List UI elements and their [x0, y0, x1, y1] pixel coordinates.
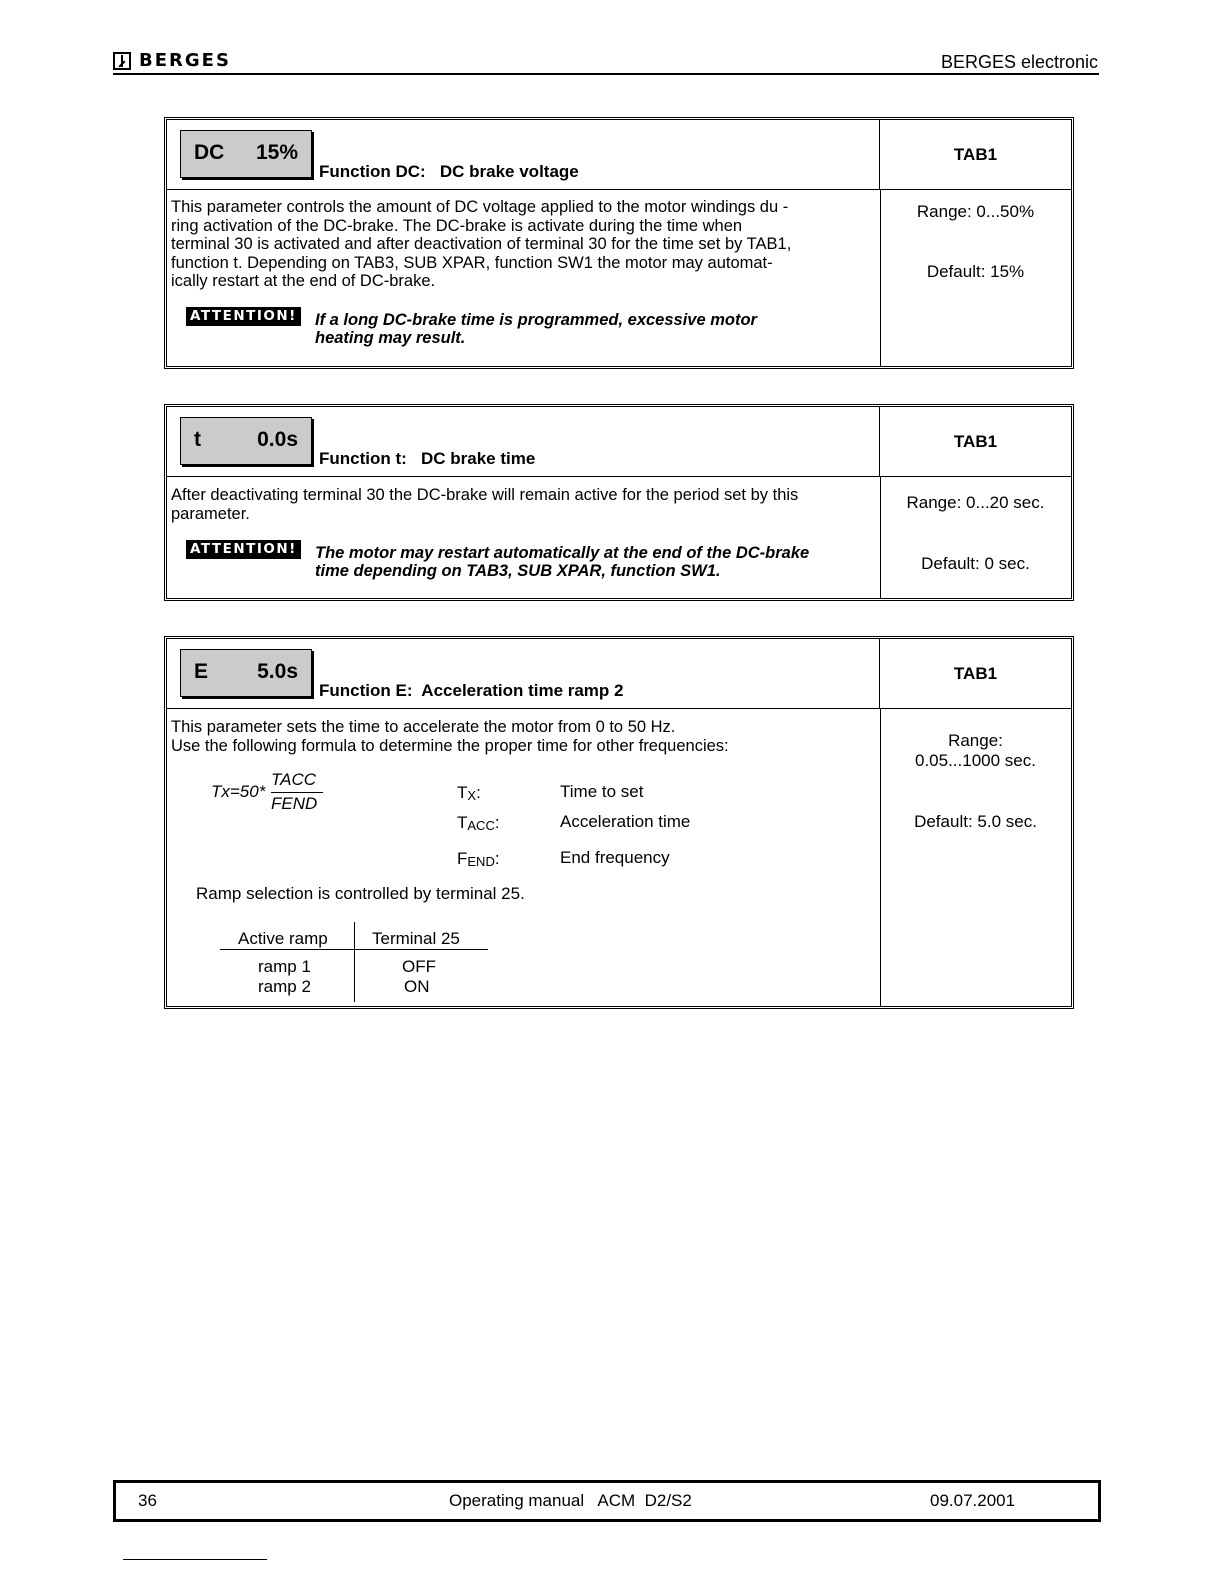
- display-code: t: [194, 428, 201, 451]
- symbol-subscript: X: [467, 788, 477, 803]
- description: [171, 486, 871, 523]
- brand-logo: [113, 50, 231, 71]
- tab-label: TAB1: [880, 407, 1071, 477]
- range-label: Range:: [948, 731, 1003, 750]
- tab-label: TAB1: [880, 639, 1071, 709]
- lcd-display: [180, 130, 312, 178]
- header-company: BERGES electronic: [940, 52, 1098, 72]
- description-line: ically restart at the end of DC-brake.: [171, 272, 436, 290]
- page-footer: [113, 1480, 1101, 1522]
- function-title: Function E: Acceleration time ramp 2: [319, 681, 624, 700]
- attention-text: [315, 544, 875, 580]
- lcd-display: [180, 649, 312, 697]
- symbol-tacc: [457, 813, 500, 833]
- symbol-base: F: [457, 849, 468, 868]
- attention-line: heating may result.: [315, 329, 466, 347]
- brand-name: BERGES: [139, 50, 231, 71]
- description-line: parameter.: [171, 504, 250, 523]
- symbol-tx: [457, 783, 481, 803]
- symbol-colon: :: [476, 783, 481, 802]
- table-cell: ramp 1: [258, 957, 311, 976]
- formula-numerator: TACC: [271, 770, 317, 789]
- attention-line: The motor may restart automatically at the end of the DC-brake: [315, 544, 810, 562]
- param-box-e: [164, 636, 1074, 1009]
- ramp-note: Ramp selection is controlled by terminal 25.: [196, 884, 525, 903]
- symbol-fend: [457, 849, 500, 869]
- description-line: function t. Depending on TAB3, SUB XPAR, function SW1 the motor may automat-: [171, 253, 773, 272]
- description: [171, 718, 871, 755]
- default-text: Default: 15%: [926, 262, 1025, 281]
- param-title-cell: [167, 639, 880, 709]
- symbol-desc: Time to set: [560, 782, 644, 801]
- symbol-subscript: ACC: [467, 818, 495, 833]
- attention-line: time depending on TAB3, SUB XPAR, function SW1.: [315, 562, 721, 580]
- default-text: Default: 0 sec.: [921, 554, 1030, 573]
- description-line: This parameter controls the amount of DC voltage applied to the motor windings du -: [171, 198, 789, 216]
- table-cell: ramp 2: [258, 977, 311, 996]
- symbol-colon: :: [494, 813, 500, 832]
- range-text: Range: 0...50%: [916, 202, 1035, 221]
- range-text: Range: 0...20 sec.: [906, 493, 1045, 512]
- attention-text: [315, 311, 875, 347]
- function-title: Function t: DC brake time: [319, 449, 536, 468]
- function-title: Function DC: DC brake voltage: [319, 162, 579, 181]
- symbol-colon: :: [494, 849, 500, 868]
- lcd-display: [180, 417, 312, 465]
- fraction-bar: [271, 792, 323, 793]
- range-value: 0.05...1000 sec.: [915, 751, 1036, 770]
- display-value: 0.0s: [257, 428, 298, 451]
- symbol-base: T: [457, 783, 468, 802]
- description-line: Use the following formula to determine the proper time for other frequencies:: [171, 736, 729, 755]
- tab-label: TAB1: [880, 120, 1071, 190]
- footnote-rule: [123, 1559, 267, 1560]
- attention-line: If a long DC-brake time is programmed, excessive motor: [315, 311, 757, 329]
- attention-badge: ATTENTION!: [186, 540, 301, 559]
- description-line: terminal 30 is activated and after deactivation of terminal 30 for the time set by TAB1,: [171, 235, 792, 253]
- param-box-t: [164, 404, 1074, 601]
- table-header: Terminal 25: [372, 929, 460, 948]
- attention-badge: ATTENTION!: [186, 307, 301, 326]
- display-value: 5.0s: [257, 660, 298, 683]
- description-line: This parameter sets the time to accelerate the motor from 0 to 50 Hz.: [171, 718, 676, 736]
- description-line: ring activation of the DC-brake. The DC-brake is activate during the time when: [171, 216, 743, 235]
- table-column-rule: [354, 922, 355, 1002]
- symbol-base: T: [457, 813, 468, 832]
- param-title-cell: [167, 120, 880, 190]
- table-cell: OFF: [402, 957, 436, 976]
- symbol-desc: End frequency: [560, 848, 670, 867]
- document-date: 09.07.2001: [930, 1491, 1016, 1510]
- table-cell: ON: [404, 977, 430, 996]
- page-number: 36: [138, 1491, 157, 1510]
- table-header: Active ramp: [238, 929, 328, 948]
- display-code: E: [194, 660, 209, 683]
- display-value: 15%: [255, 141, 298, 164]
- manual-title: Operating manual ACM D2/S2: [449, 1491, 692, 1510]
- param-box-dc: [164, 117, 1074, 369]
- symbol-desc: Acceleration time: [560, 812, 691, 831]
- description: [171, 198, 871, 291]
- formula-denominator: FEND: [271, 794, 318, 813]
- display-code: DC: [194, 141, 225, 164]
- symbol-subscript: END: [467, 854, 495, 869]
- default-text: Default: 5.0 sec.: [914, 812, 1037, 831]
- description-line: After deactivating terminal 30 the DC-brake will remain active for the period set by this: [171, 486, 799, 504]
- header-rule: [113, 73, 1099, 75]
- formula-lhs: Tx=50*: [211, 782, 266, 801]
- berges-logo-icon: [113, 52, 131, 70]
- param-title-cell: [167, 407, 880, 477]
